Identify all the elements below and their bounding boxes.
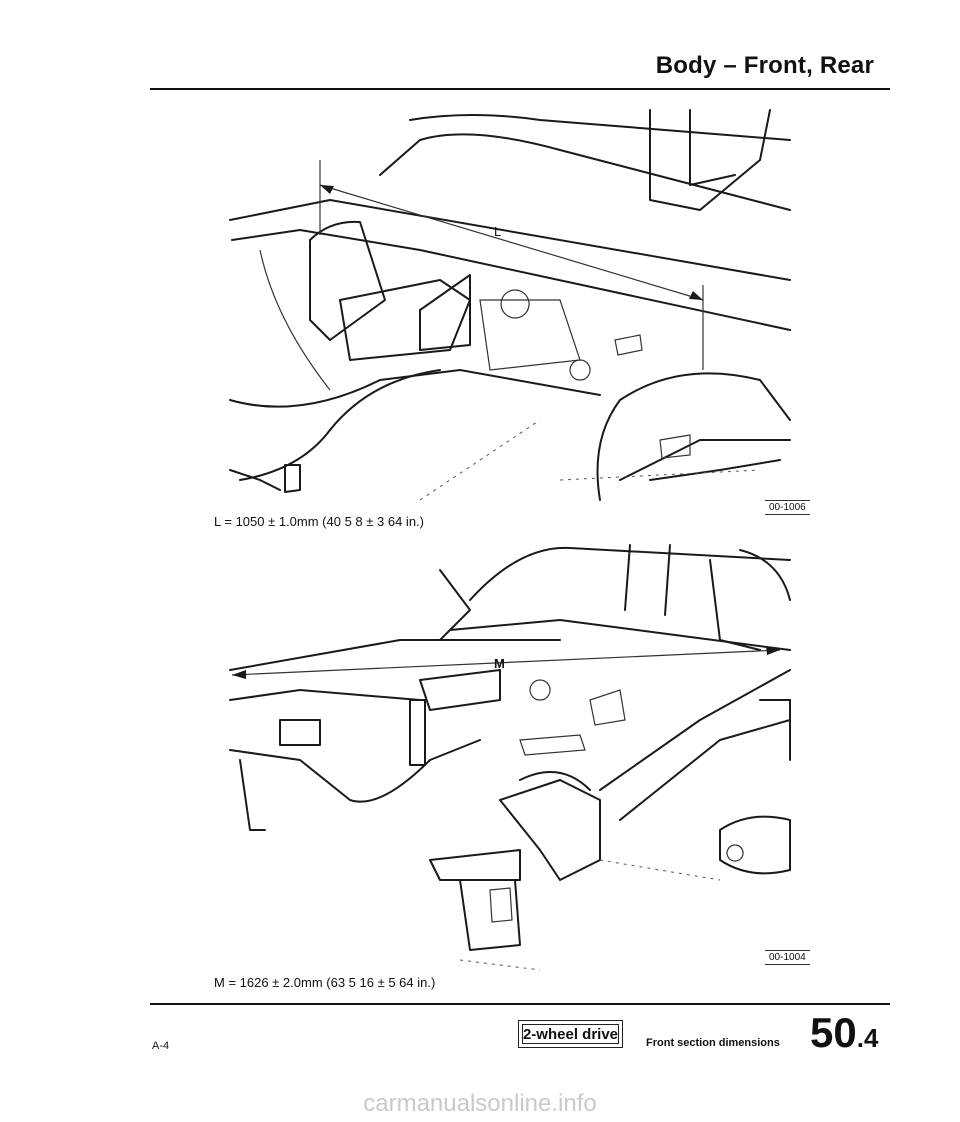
watermark: carmanualsonline.info <box>363 1090 597 1117</box>
dimension-l-caption: L = 1050 ± 1.0mm (40 5 8 ± 3 64 in.) <box>214 514 424 529</box>
top-figure-linework <box>230 110 790 500</box>
section-number <box>810 1009 878 1057</box>
dimension-m-caption: M = 1626 ± 2.0mm (63 5 16 ± 5 64 in.) <box>214 975 436 990</box>
drive-type-box <box>518 1020 623 1048</box>
figure-ref-code-top: 00-1006 <box>765 500 810 515</box>
dimension-letter-m: M <box>494 656 505 671</box>
page-label: A-4 <box>152 1040 170 1052</box>
page-title: Body – Front, Rear <box>655 52 874 79</box>
section-number-sub: .4 <box>856 1023 879 1053</box>
footer-rule <box>150 1003 890 1005</box>
drive-type-label: 2-wheel drive <box>522 1025 619 1043</box>
footer-caption: Front section dimensions <box>646 1037 780 1049</box>
drive-type-box-border <box>522 1024 619 1044</box>
figure-ref-code-bottom: 00-1004 <box>765 950 810 965</box>
bottom-figure-linework <box>230 545 790 970</box>
dimension-letter-l: L <box>494 224 502 239</box>
section-number-main: 50 <box>810 1009 857 1056</box>
